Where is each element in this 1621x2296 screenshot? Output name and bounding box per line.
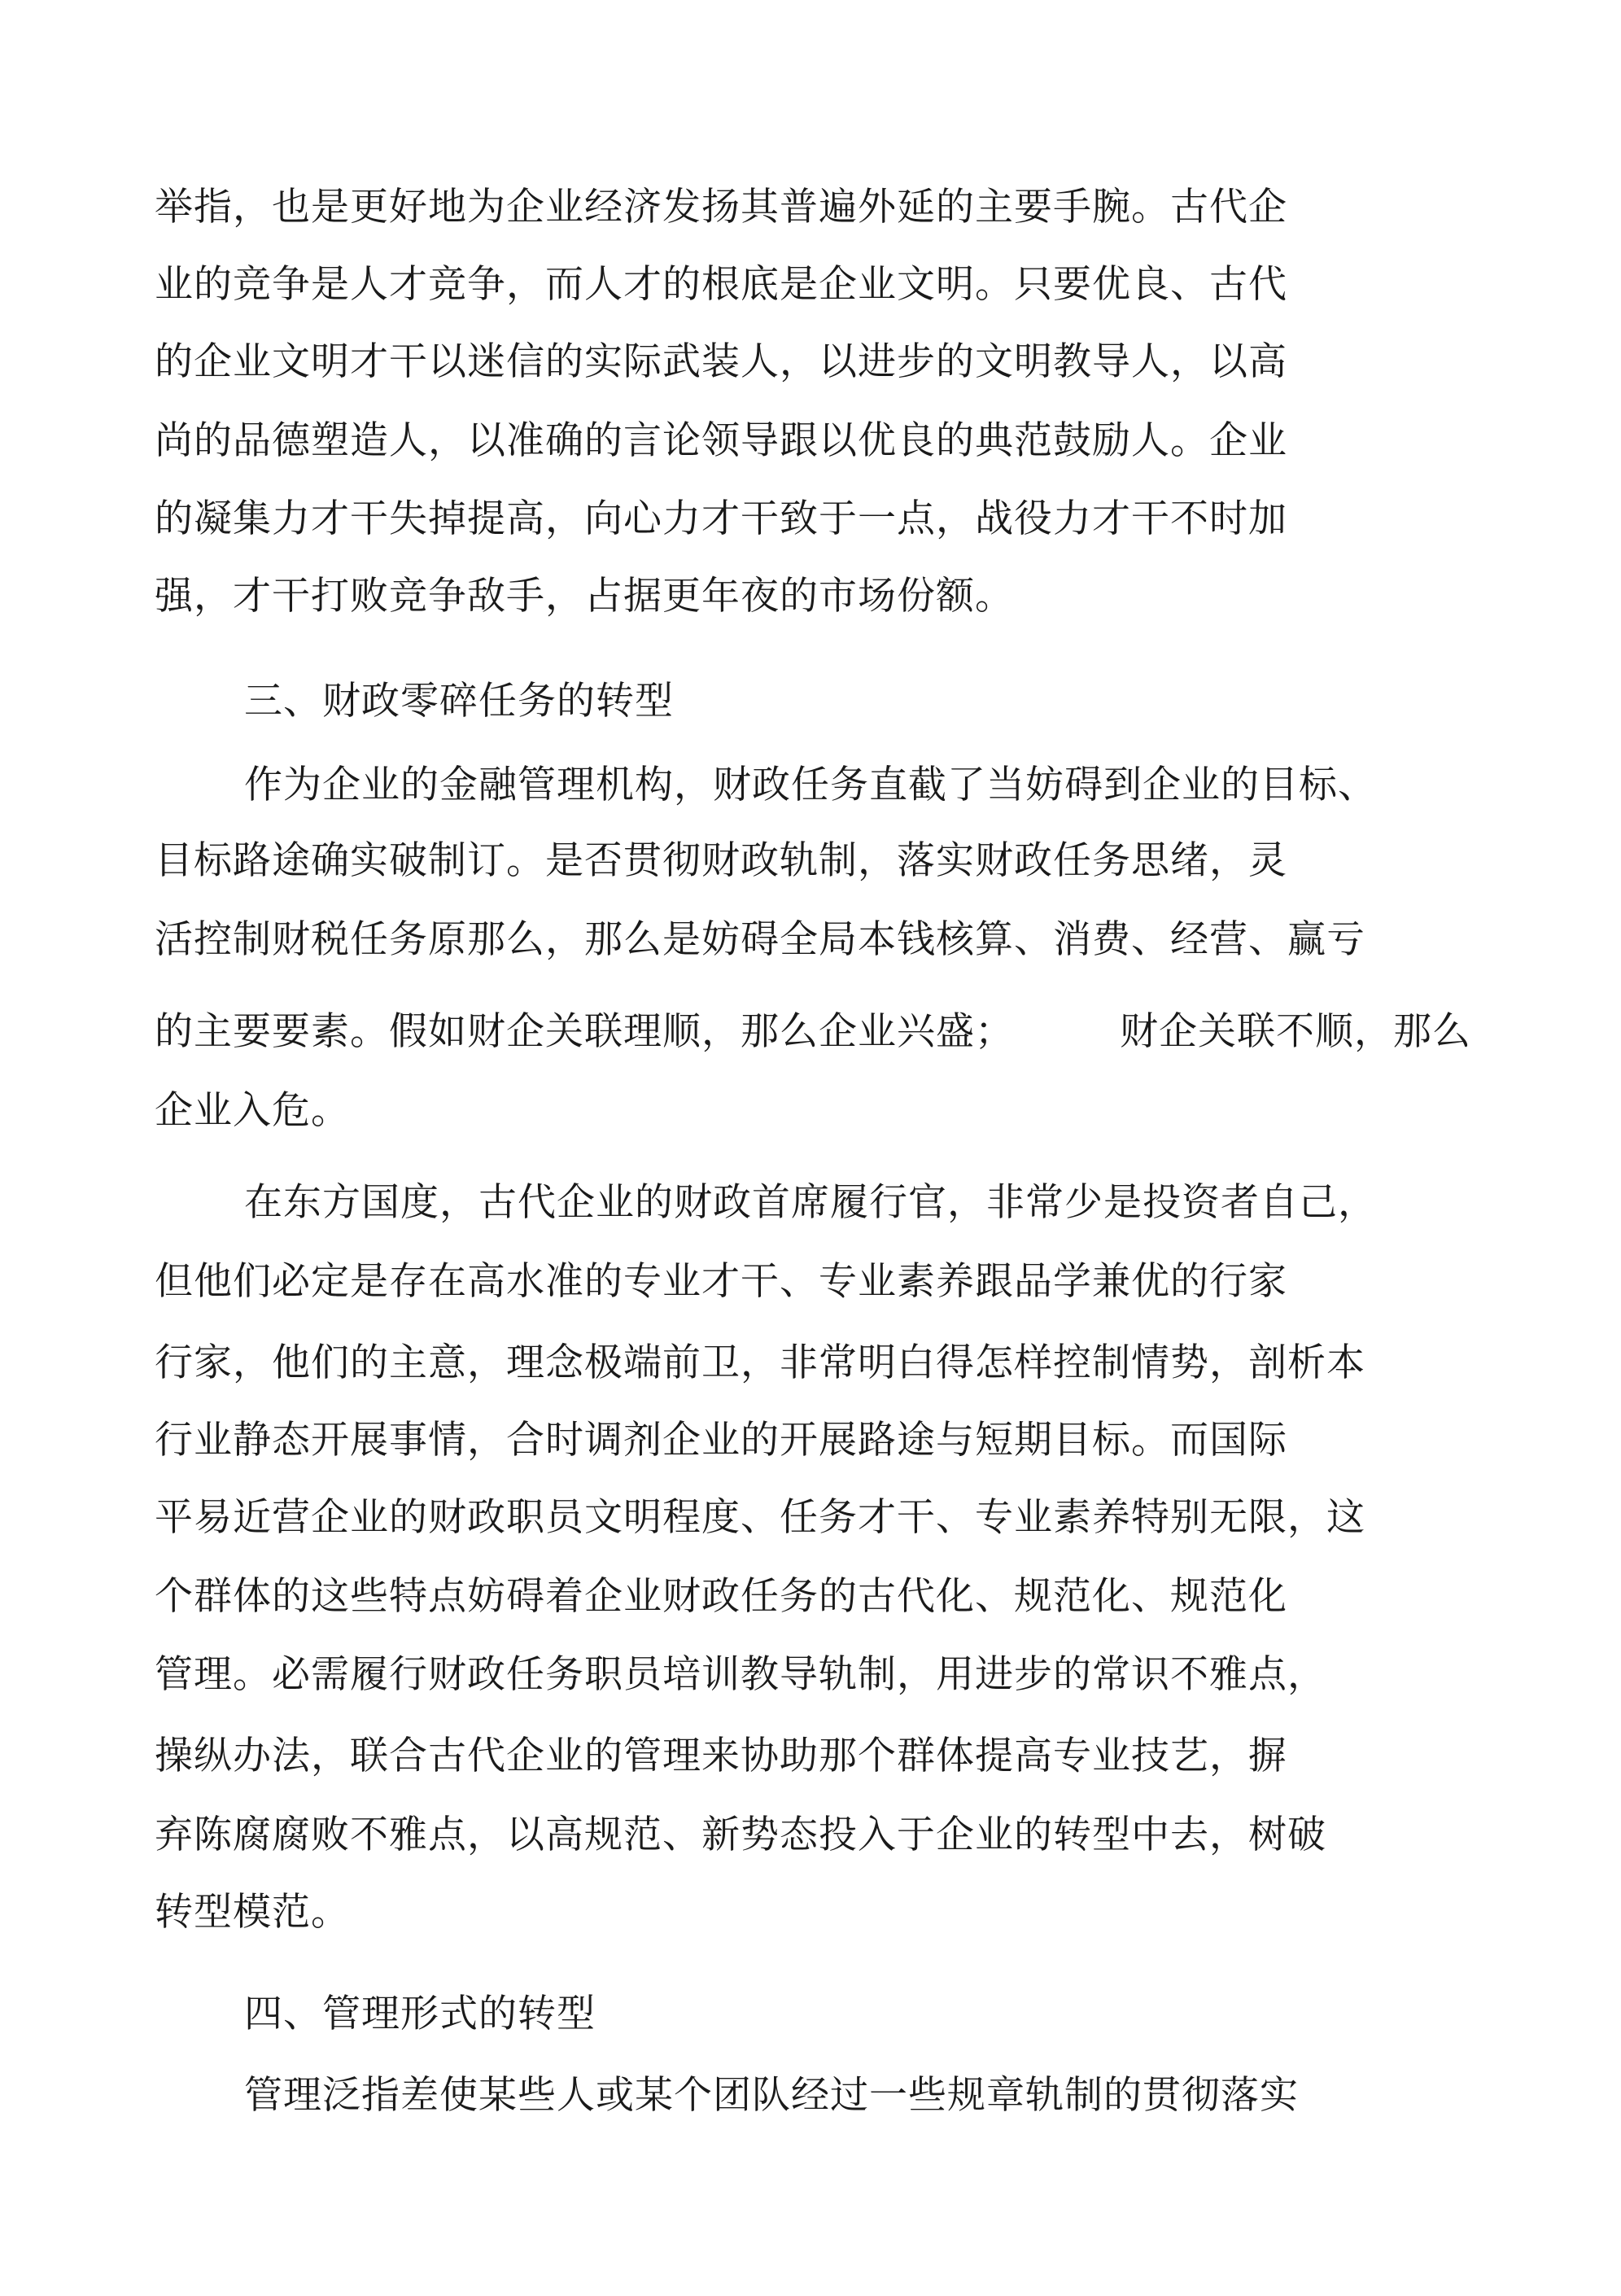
section-heading: 三、财政零碎任务的转型 [244, 679, 674, 724]
paragraph-line: 管理。必需履行财政任务职员培训教导轨制，用进步的常识不雅点， [155, 1652, 1326, 1697]
paragraph-line: 目标路途确实破制订。是否贯彻财政轨制，落实财政任务思绪，灵 [155, 838, 1287, 883]
paragraph-line [155, 1008, 1471, 1056]
paragraph-line: 作为企业的金融管理机构，财政任务直截了当妨碍到企业的目标、 [244, 763, 1377, 807]
paragraph-line: 企业入危。 [155, 1088, 350, 1133]
paragraph-line: 举指，也是更好地为企业经济发扬其普遍外延的主要手腕。古代企 [155, 185, 1287, 230]
paragraph-line: 强，才干打败竞争敌手，占据更年夜的市场份额。 [155, 574, 1014, 619]
paragraph-line: 平易近营企业的财政职员文明程度、任务才干、专业素养特别无限，这 [155, 1495, 1365, 1540]
paragraph-line: 的企业文明才干以迷信的实际武装人，以进步的文明教导人，以高 [155, 339, 1287, 384]
paragraph-line: 管理泛指差使某些人或某个团队经过一些规章轨制的贯彻落实 [244, 2073, 1299, 2118]
paragraph-line: 行家，他们的主意，理念极端前卫，非常明白得怎样控制情势，剖析本 [155, 1340, 1365, 1385]
paragraph-line: 的凝集力才干失掉提高，向心力才干致于一点，战役力才干不时加 [155, 496, 1287, 541]
paragraph-line-part: 财企关联不顺，那么 [1120, 1009, 1471, 1054]
paragraph-line: 活控制财税任务原那么，那么是妨碍全局本钱核算、消费、经营、赢亏 [155, 917, 1365, 962]
paragraph-line: 弃陈腐腐败不雅点，以高规范、新势态投入于企业的转型中去，树破 [155, 1813, 1326, 1857]
section-heading: 四、管理形式的转型 [244, 1992, 596, 2036]
paragraph-line: 操纵办法，联合古代企业的管理来协助那个群体提高专业技艺，摒 [155, 1734, 1287, 1778]
paragraph-line: 行业静态开展事情，合时调剂企业的开展路途与短期目标。而国际 [155, 1418, 1287, 1463]
paragraph-line: 但他们必定是存在高水准的专业才干、专业素养跟品学兼优的行家 [155, 1259, 1287, 1304]
paragraph-line: 在东方国度，古代企业的财政首席履行官，非常少是投资者自己， [244, 1180, 1377, 1225]
paragraph-line: 业的竞争是人才竞争，而人才的根底是企业文明。只要优良、古代 [155, 262, 1287, 307]
paragraph-line-part: 的主要要素。假如财企关联理顺，那么企业兴盛； [155, 1009, 1014, 1054]
paragraph-line: 尚的品德塑造人，以准确的言论领导跟以优良的典范鼓励人。企业 [155, 418, 1287, 463]
paragraph-line: 转型模范。 [155, 1890, 350, 1935]
paragraph-line: 个群体的这些特点妨碍着企业财政任务的古代化、规范化、规范化 [155, 1574, 1287, 1619]
